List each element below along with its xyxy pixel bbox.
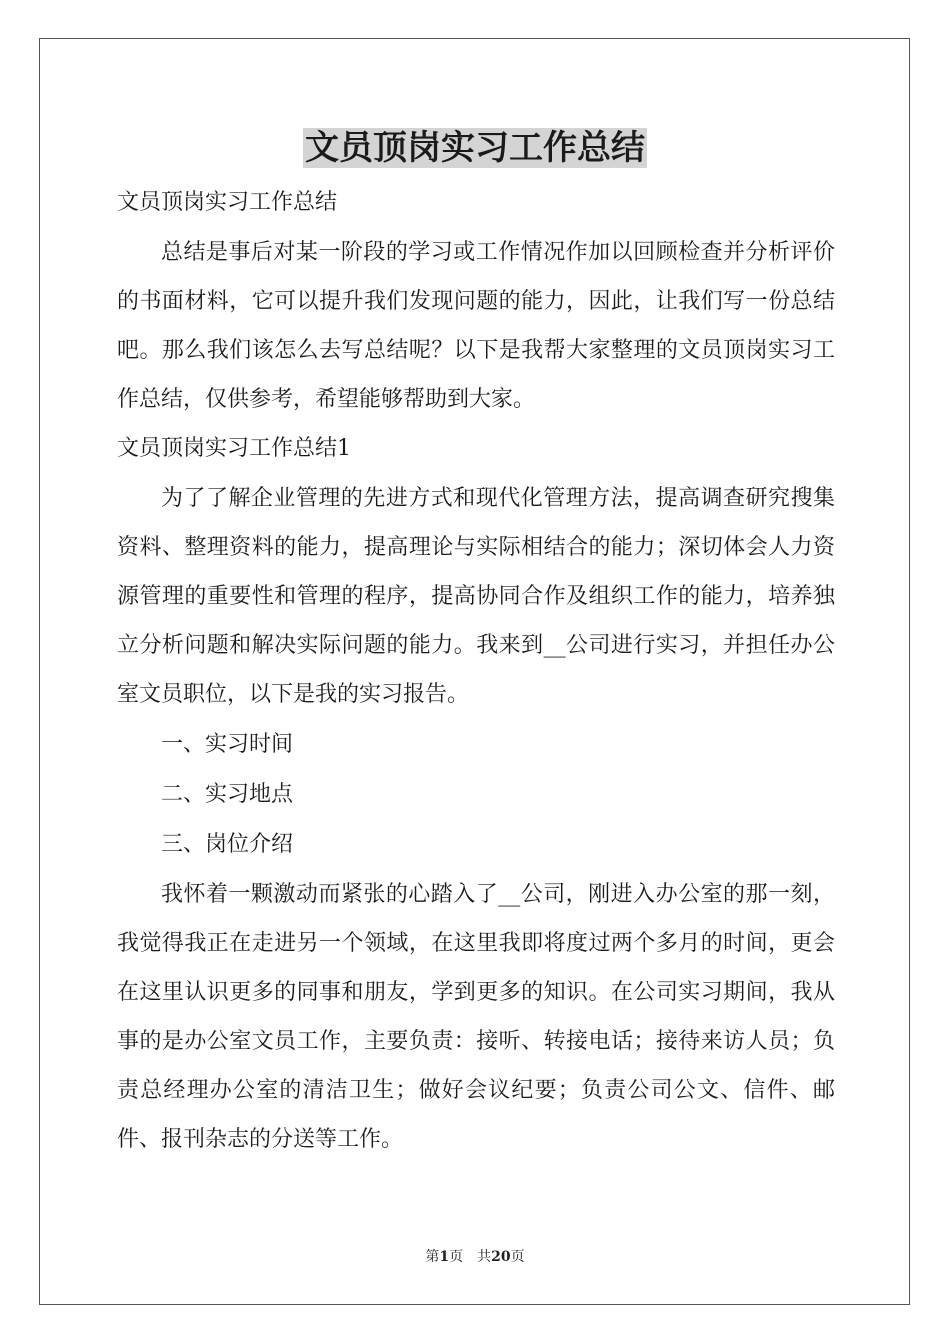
body-paragraph-2: 我怀着一颗激动而紧张的心踏入了__公司，刚进入办公室的那一刻，我觉得我正在走进另一个领域，在这里我即将度过两个多月的时间，更会在这里认识更多的同事和朋友，学到更多的知识。在公司实习期间，我从事的是办公室文员工作，主要负责：接听、转接电话；接待来访人员；负责总经理办公室的清洁卫生；做好会议纪要；负责公司公文、信件、邮件、报刊杂志的分送等工作。: [117, 882, 835, 1152]
total-prefix: 共: [477, 1249, 492, 1265]
total-suffix: 页: [510, 1249, 525, 1265]
section-title: 文员顶岗实习工作总结1: [117, 436, 351, 461]
page-suffix: 页: [449, 1249, 464, 1265]
document-title: [0, 124, 950, 172]
body-paragraph-1: 为了了解企业管理的先进方式和现代化管理方法，提高调查研究搜集资料、整理资料的能力，提高理论与实际相结合的能力；深切体会人力资源管理的重要性和管理的程序，提高协同合作及组织工作的能力，培养独立分析问题和解决实际问题的能力。我来到__公司进行实习，并担任办公室文员职位，以下是我的实习报告。: [117, 486, 835, 707]
document-title-text: 文员顶岗实习工作总结: [305, 128, 645, 168]
document-body: [117, 178, 835, 1164]
page-prefix: 第: [425, 1249, 440, 1265]
list-item-internship-location: 二、实习地点: [161, 782, 294, 807]
page-footer: [0, 1247, 950, 1267]
list-item-internship-time: 一、实习时间: [161, 732, 294, 757]
list-item-position-intro: 三、岗位介绍: [161, 832, 294, 857]
document-subtitle: 文员顶岗实习工作总结: [117, 190, 338, 215]
intro-paragraph: 总结是事后对某一阶段的学习或工作情况作加以回顾检查并分析评价的书面材料，它可以提升我们发现问题的能力，因此，让我们写一份总结吧。那么我们该怎么去写总结呢？以下是我帮大家整理的文员顶岗实习工作总结，仅供参考，希望能够帮助到大家。: [117, 240, 835, 412]
page-total: 20: [491, 1249, 511, 1265]
page-current: 1: [439, 1249, 450, 1265]
